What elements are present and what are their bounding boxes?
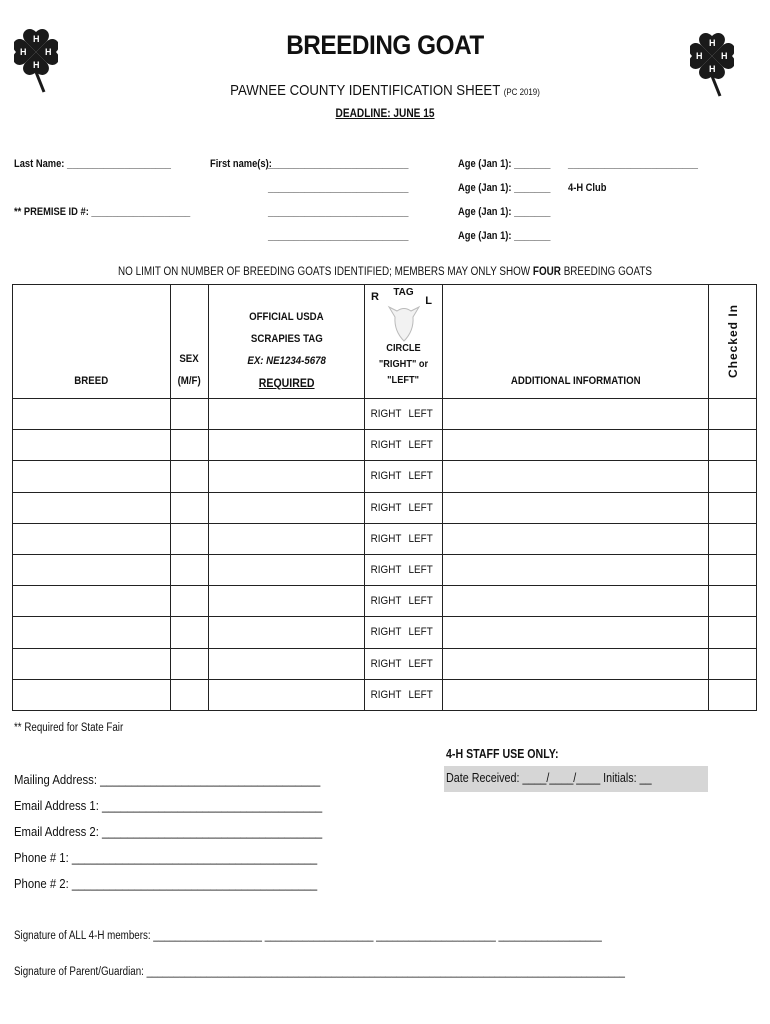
ear-cell[interactable] bbox=[365, 430, 443, 461]
right-option[interactable]: RIGHT bbox=[370, 470, 402, 483]
ear-cell[interactable] bbox=[365, 554, 443, 585]
breed-cell[interactable] bbox=[13, 617, 171, 648]
ear-left-label: L bbox=[425, 295, 432, 307]
parent-signature-field[interactable]: Signature of Parent/Guardian: ________________________________________________________________________________________ bbox=[14, 966, 625, 978]
ear-cell[interactable] bbox=[365, 523, 443, 554]
email-2-field[interactable]: Email Address 2: ___________________________________ bbox=[14, 824, 323, 839]
checked-in-cell[interactable] bbox=[709, 586, 757, 617]
right-option[interactable]: RIGHT bbox=[370, 564, 402, 577]
table-row bbox=[13, 523, 757, 554]
sex-cell[interactable] bbox=[171, 648, 209, 679]
ear-cell[interactable] bbox=[365, 399, 443, 430]
additional-info-cell[interactable] bbox=[443, 492, 709, 523]
page-subtitle bbox=[46, 82, 724, 99]
left-option[interactable]: LEFT bbox=[408, 657, 433, 670]
right-option[interactable]: RIGHT bbox=[370, 595, 402, 608]
table-row bbox=[13, 399, 757, 430]
checked-in-cell[interactable] bbox=[709, 399, 757, 430]
breed-cell[interactable] bbox=[13, 648, 171, 679]
svg-text:H: H bbox=[709, 38, 716, 48]
table-row bbox=[13, 679, 757, 710]
sex-cell[interactable] bbox=[171, 679, 209, 710]
sex-cell[interactable] bbox=[171, 461, 209, 492]
checked-in-cell[interactable] bbox=[709, 679, 757, 710]
left-option[interactable]: LEFT bbox=[408, 408, 433, 421]
age-field-2[interactable]: Age (Jan 1): _______ bbox=[458, 182, 551, 194]
additional-info-cell[interactable] bbox=[443, 430, 709, 461]
ear-cell[interactable] bbox=[365, 461, 443, 492]
svg-text:H: H bbox=[45, 47, 52, 57]
left-option[interactable]: LEFT bbox=[408, 470, 433, 483]
table-row bbox=[13, 648, 757, 679]
additional-info-cell[interactable] bbox=[443, 554, 709, 585]
svg-text:H: H bbox=[709, 64, 716, 74]
scrapies-tag-cell[interactable] bbox=[209, 648, 365, 679]
sex-cell[interactable] bbox=[171, 586, 209, 617]
scrapies-tag-cell[interactable] bbox=[209, 492, 365, 523]
checked-in-cell[interactable] bbox=[709, 617, 757, 648]
right-option[interactable]: RIGHT bbox=[370, 688, 402, 701]
first-name-line-3[interactable]: ___________________________ bbox=[268, 206, 409, 218]
scrapies-tag-cell[interactable] bbox=[209, 586, 365, 617]
additional-info-cell[interactable] bbox=[443, 617, 709, 648]
svg-text:H: H bbox=[721, 51, 728, 61]
header-additional-info: ADDITIONAL INFORMATION bbox=[443, 285, 709, 399]
ear-right-label: R bbox=[371, 291, 379, 303]
left-option[interactable]: LEFT bbox=[408, 564, 433, 577]
sex-cell[interactable] bbox=[171, 523, 209, 554]
checked-in-cell[interactable] bbox=[709, 430, 757, 461]
member-signature-field[interactable]: Signature of ALL 4-H members: ____________________ ____________________ ______________________ ___________________ bbox=[14, 930, 602, 942]
right-option[interactable]: RIGHT bbox=[370, 626, 402, 639]
left-option[interactable]: LEFT bbox=[408, 439, 433, 452]
checked-in-cell[interactable] bbox=[709, 648, 757, 679]
additional-info-cell[interactable] bbox=[443, 461, 709, 492]
premise-id-field[interactable]: ** PREMISE ID #: ___________________ bbox=[14, 206, 191, 218]
table-row bbox=[13, 554, 757, 585]
scrapies-tag-cell[interactable] bbox=[209, 679, 365, 710]
breed-cell[interactable] bbox=[13, 461, 171, 492]
sex-cell[interactable] bbox=[171, 554, 209, 585]
left-option[interactable]: LEFT bbox=[408, 532, 433, 545]
right-option[interactable]: RIGHT bbox=[370, 439, 402, 452]
table-row bbox=[13, 430, 757, 461]
table-row bbox=[13, 461, 757, 492]
additional-info-cell[interactable] bbox=[443, 586, 709, 617]
breed-cell[interactable] bbox=[13, 492, 171, 523]
scrapies-tag-cell[interactable] bbox=[209, 430, 365, 461]
required-note: ** Required for State Fair bbox=[14, 722, 124, 734]
phone-1-field[interactable]: Phone # 1: _______________________________________ bbox=[14, 850, 318, 865]
breed-cell[interactable] bbox=[13, 399, 171, 430]
deadline: DEADLINE: JUNE 15 bbox=[335, 108, 435, 120]
ear-cell[interactable] bbox=[365, 492, 443, 523]
header-scrapies-tag: OFFICIAL USDA SCRAPIES TAG EX: NE1234-5678 REQUIRED bbox=[209, 285, 365, 399]
club-line[interactable]: _________________________ bbox=[568, 158, 699, 170]
svg-text:H: H bbox=[33, 34, 40, 44]
breed-cell[interactable] bbox=[13, 554, 171, 585]
additional-info-cell[interactable] bbox=[443, 523, 709, 554]
table-row bbox=[13, 586, 757, 617]
left-option[interactable]: LEFT bbox=[408, 626, 433, 639]
svg-text:H: H bbox=[20, 47, 27, 57]
first-name-label: First name(s): bbox=[210, 158, 272, 170]
scrapies-tag-cell[interactable] bbox=[209, 554, 365, 585]
first-name-line-1[interactable]: ___________________________ bbox=[268, 158, 409, 170]
goat-id-table bbox=[12, 284, 757, 711]
sex-cell[interactable] bbox=[171, 617, 209, 648]
additional-info-cell[interactable] bbox=[443, 648, 709, 679]
scrapies-tag-cell[interactable] bbox=[209, 617, 365, 648]
last-name-field[interactable]: Last Name: ____________________ bbox=[14, 158, 172, 170]
age-field-1[interactable]: Age (Jan 1): _______ bbox=[458, 158, 551, 170]
first-name-line-4[interactable]: ___________________________ bbox=[268, 230, 409, 242]
ear-cell[interactable] bbox=[365, 679, 443, 710]
right-option[interactable]: RIGHT bbox=[370, 408, 402, 421]
show-limit-note bbox=[54, 266, 716, 278]
svg-text:H: H bbox=[33, 60, 40, 70]
svg-text:H: H bbox=[696, 51, 703, 61]
header-sex: SEX (M/F) bbox=[171, 285, 209, 399]
checked-in-cell[interactable] bbox=[709, 523, 757, 554]
breed-cell[interactable] bbox=[13, 679, 171, 710]
club-label: 4-H Club bbox=[568, 182, 607, 194]
scrapies-tag-cell[interactable] bbox=[209, 523, 365, 554]
mailing-address-field[interactable]: Mailing Address: ___________________________________ bbox=[14, 772, 321, 787]
left-option[interactable]: LEFT bbox=[408, 595, 433, 608]
subtitle-tag: (PC 2019) bbox=[503, 87, 540, 97]
table-row bbox=[13, 617, 757, 648]
note-text-before: NO LIMIT ON NUMBER OF BREEDING GOATS IDENTIFIED; MEMBERS MAY ONLY SHOW bbox=[118, 266, 531, 278]
sex-cell[interactable] bbox=[171, 399, 209, 430]
right-option[interactable]: RIGHT bbox=[370, 657, 402, 670]
scrapies-tag-cell[interactable] bbox=[209, 399, 365, 430]
ear-cell[interactable] bbox=[365, 648, 443, 679]
sex-cell[interactable] bbox=[171, 492, 209, 523]
breed-cell[interactable] bbox=[13, 586, 171, 617]
left-option[interactable]: LEFT bbox=[408, 688, 433, 701]
right-option[interactable]: RIGHT bbox=[370, 532, 402, 545]
date-received-field[interactable]: Date Received: ____/____/____ Initials: __ bbox=[446, 771, 652, 785]
right-option[interactable]: RIGHT bbox=[370, 501, 402, 514]
ear-cell[interactable] bbox=[365, 617, 443, 648]
header-tag-ear: R TAG L CIRCLE "RIGHT" or "LEFT" bbox=[365, 285, 443, 399]
scrapies-tag-cell[interactable] bbox=[209, 461, 365, 492]
checked-in-cell[interactable] bbox=[709, 492, 757, 523]
checked-in-cell[interactable] bbox=[709, 554, 757, 585]
header-breed: BREED bbox=[13, 285, 171, 399]
table-header-row bbox=[13, 285, 757, 399]
note-text-after: BREEDING GOATS bbox=[563, 266, 652, 278]
sex-cell[interactable] bbox=[171, 430, 209, 461]
breed-cell[interactable] bbox=[13, 523, 171, 554]
staff-title: 4-H STAFF USE ONLY: bbox=[446, 747, 559, 761]
checked-in-cell[interactable] bbox=[709, 461, 757, 492]
subtitle-text: PAWNEE COUNTY IDENTIFICATION SHEET bbox=[230, 82, 501, 99]
table-row bbox=[13, 492, 757, 523]
page-title: BREEDING GOAT bbox=[286, 30, 484, 60]
header-checked-in: Checked In bbox=[709, 285, 757, 399]
note-emphasis: FOUR bbox=[532, 266, 561, 278]
ear-cell[interactable] bbox=[365, 586, 443, 617]
age-field-3[interactable]: Age (Jan 1): _______ bbox=[458, 206, 551, 218]
email-1-field[interactable]: Email Address 1: ___________________________________ bbox=[14, 798, 323, 813]
first-name-line-2[interactable]: ___________________________ bbox=[268, 182, 409, 194]
age-field-4[interactable]: Age (Jan 1): _______ bbox=[458, 230, 551, 242]
additional-info-cell[interactable] bbox=[443, 399, 709, 430]
phone-2-field[interactable]: Phone # 2: _______________________________________ bbox=[14, 876, 318, 891]
goat-head-icon bbox=[387, 301, 421, 343]
breed-cell[interactable] bbox=[13, 430, 171, 461]
staff-use-box bbox=[444, 766, 708, 792]
left-option[interactable]: LEFT bbox=[408, 501, 433, 514]
ear-tag-label: TAG bbox=[393, 287, 414, 298]
additional-info-cell[interactable] bbox=[443, 679, 709, 710]
